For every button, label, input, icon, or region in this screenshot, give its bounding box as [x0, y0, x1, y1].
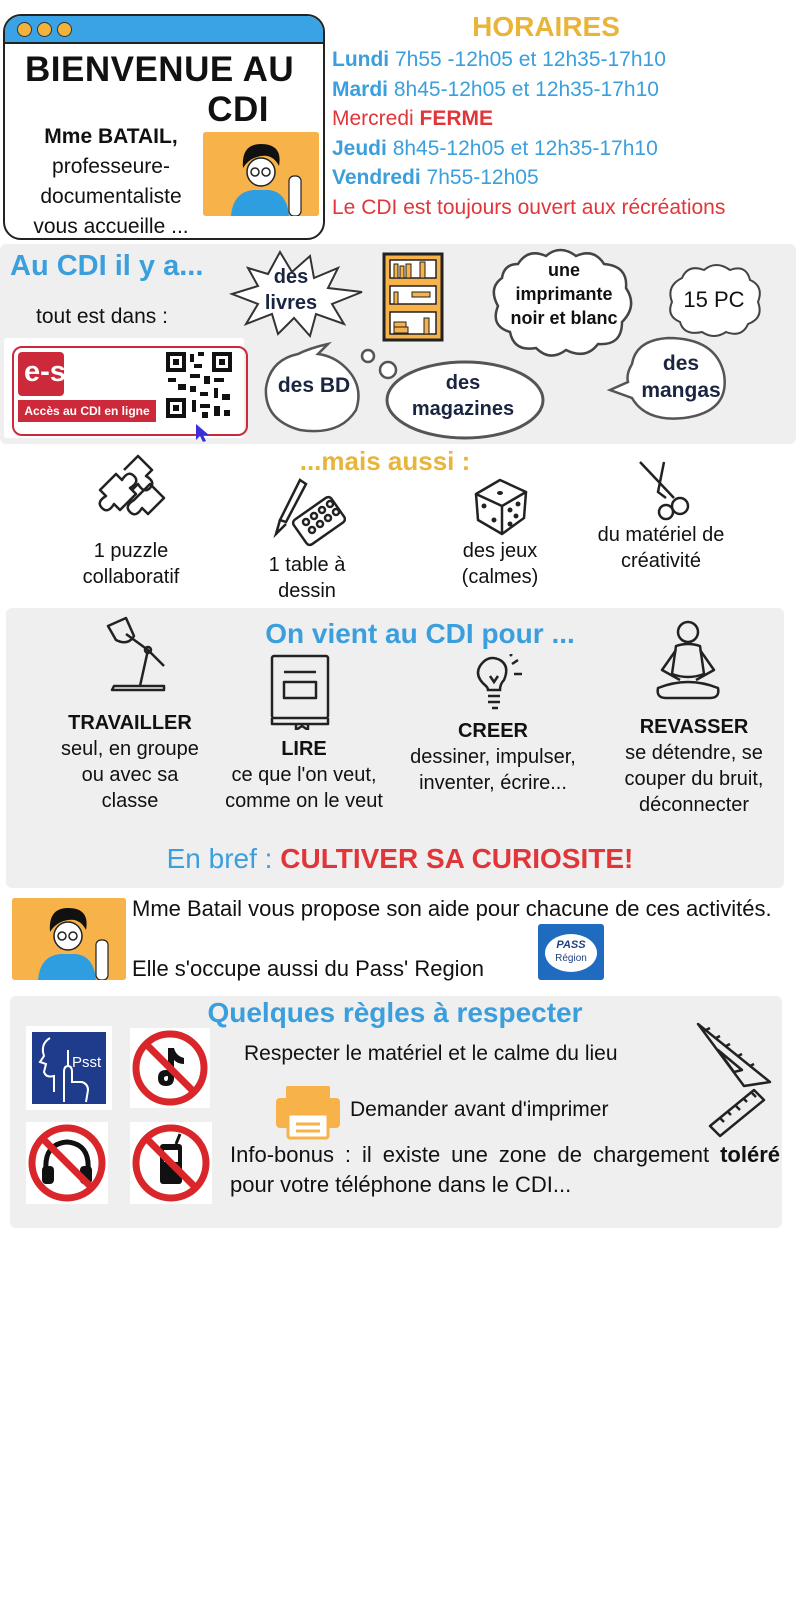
welcome-text: [11, 122, 211, 240]
purpose-dream-desc: se détendre, se couper du bruit, déconnecter: [624, 742, 764, 816]
librarian-avatar-small: [12, 898, 126, 980]
welcome-title: [25, 50, 321, 130]
purpose-create: [410, 718, 576, 796]
purpose-work-title: TRAVAILLER: [68, 712, 192, 734]
window-title-bar: [5, 16, 323, 44]
no-headphones-badge: [26, 1122, 108, 1204]
purposes-title: On vient au CDI pour ...: [265, 618, 575, 649]
esidoc-logo: [24, 350, 126, 394]
window-dot-icon: [17, 22, 32, 37]
bubble-mangas: des mangas: [641, 352, 721, 402]
scissors-icon: [636, 458, 698, 522]
extra-drawing-table-label: 1 table à dessin: [268, 554, 346, 602]
psst-badge: [26, 1026, 112, 1110]
resources-title: Au CDI il y a...: [10, 250, 204, 282]
extra-creativity-label: du matériel de créativité: [597, 524, 725, 572]
printer-icon: [274, 1084, 342, 1140]
librarian-role-line3: vous accueille ...: [33, 215, 189, 238]
schedule-row-friday: Vendredi 7h55-12h05: [332, 166, 539, 189]
cursor-icon: [194, 422, 212, 444]
welcome-title-line2: CDI: [207, 90, 269, 129]
purpose-dream-title: REVASSER: [639, 716, 749, 738]
book-icon: [268, 652, 334, 730]
info-bonus-prefix: Info-bonus : il existe une zone de chargement: [230, 1142, 721, 1167]
librarian-name: Mme BATAIL,: [44, 125, 178, 148]
purpose-read: [224, 736, 384, 814]
bubble-magazines: des magazines: [411, 372, 515, 420]
bubble-livres: des livres: [264, 266, 318, 314]
info-bonus-text: [230, 1140, 780, 1200]
set-square-icon: [694, 1020, 774, 1090]
schedule-note: Le CDI est toujours ouvert aux récréations: [332, 195, 726, 219]
resources-subtitle: tout est dans :: [36, 305, 168, 328]
bubble-pc: 15 PC: [683, 287, 745, 312]
no-phone-badge: [130, 1122, 212, 1204]
desk-lamp-icon: [104, 616, 178, 694]
drawing-palette-icon: [270, 476, 346, 552]
lightbulb-icon: [470, 654, 530, 712]
schedule-row-thursday: Jeudi 8h45-12h05 et 12h35-17h10: [332, 136, 658, 160]
purpose-create-title: CREER: [457, 720, 528, 742]
purpose-work-desc: seul, en groupe ou avec sa classe: [61, 738, 199, 812]
help-text: Mme Batail vous propose son aide pour chacune de ces activités.: [132, 896, 772, 921]
purpose-read-title: LIRE: [281, 738, 327, 760]
no-headphones-icon: [26, 1122, 108, 1204]
bubble-bd: des BD: [277, 374, 351, 397]
rule-respect-text: Respecter le matériel et le calme du lieu: [244, 1042, 618, 1065]
schedule: [332, 8, 800, 222]
bookshelf-icon: [382, 252, 444, 342]
schedule-row-wednesday: Mercredi FERME: [332, 107, 494, 130]
purpose-create-desc: dessiner, impulser, inventer, écrire...: [410, 746, 576, 794]
extras-title: ...mais aussi :: [299, 446, 471, 476]
rule-print-text: Demander avant d'imprimer: [350, 1098, 609, 1121]
purpose-dream: [610, 714, 778, 818]
dice-icon: [472, 476, 530, 538]
schedule-row-tuesday: Mardi 8h45-12h05 et 12h35-17h10: [332, 77, 659, 101]
puzzle-icon: [94, 454, 166, 526]
info-bonus-suffix: pour votre téléphone dans le CDI...: [230, 1172, 572, 1197]
pass-region-text: Elle s'occupe aussi du Pass' Region: [132, 956, 485, 981]
schedule-row-monday: Lundi 7h55 -12h05 et 12h35-17h10: [332, 48, 666, 71]
esidoc-logo-text: e-sidoc: [24, 356, 126, 388]
meditation-icon: [650, 618, 726, 706]
librarian-role-line2: documentaliste: [40, 185, 182, 208]
rules-title: Quelques règles à respecter: [207, 997, 583, 1028]
purpose-read-desc: ce que l'on veut, comme on le veut: [225, 764, 383, 812]
schedule-title: HORAIRES: [472, 11, 620, 42]
welcome-title-line1: BIENVENUE AU: [25, 50, 295, 89]
conclusion-text: CULTIVER SA CURIOSITE!: [280, 843, 634, 874]
esidoc-card[interactable]: [4, 338, 244, 438]
pass-region-logo: [538, 924, 604, 980]
no-tiktok-icon: [130, 1028, 210, 1108]
conclusion-prefix: En bref :: [166, 843, 281, 874]
extra-puzzle-label: 1 puzzle collaboratif: [82, 540, 180, 588]
no-tiktok-badge: [130, 1028, 210, 1108]
window-dot-icon: [37, 22, 52, 37]
welcome-window: [3, 14, 325, 240]
esidoc-link-button[interactable]: Accès au CDI en ligne: [18, 400, 156, 422]
window-dot-icon: [57, 22, 72, 37]
extra-games-label: des jeux (calmes): [461, 540, 539, 588]
ruler-icon: [706, 1086, 768, 1138]
info-bonus-bold: toléré: [720, 1142, 780, 1167]
qr-code-icon[interactable]: [164, 350, 234, 420]
pass-logo-line2: Région: [555, 953, 587, 964]
bubble-imprimante: une imprimante noir et blanc: [510, 260, 618, 328]
psst-label: Psst: [72, 1054, 102, 1071]
pass-logo-line1: PASS: [556, 939, 586, 951]
librarian-role-line1: professeure-: [52, 155, 170, 178]
purpose-work: [52, 710, 208, 814]
librarian-avatar: [203, 132, 319, 216]
purposes-conclusion: [90, 840, 710, 878]
no-phone-icon: [130, 1122, 212, 1204]
